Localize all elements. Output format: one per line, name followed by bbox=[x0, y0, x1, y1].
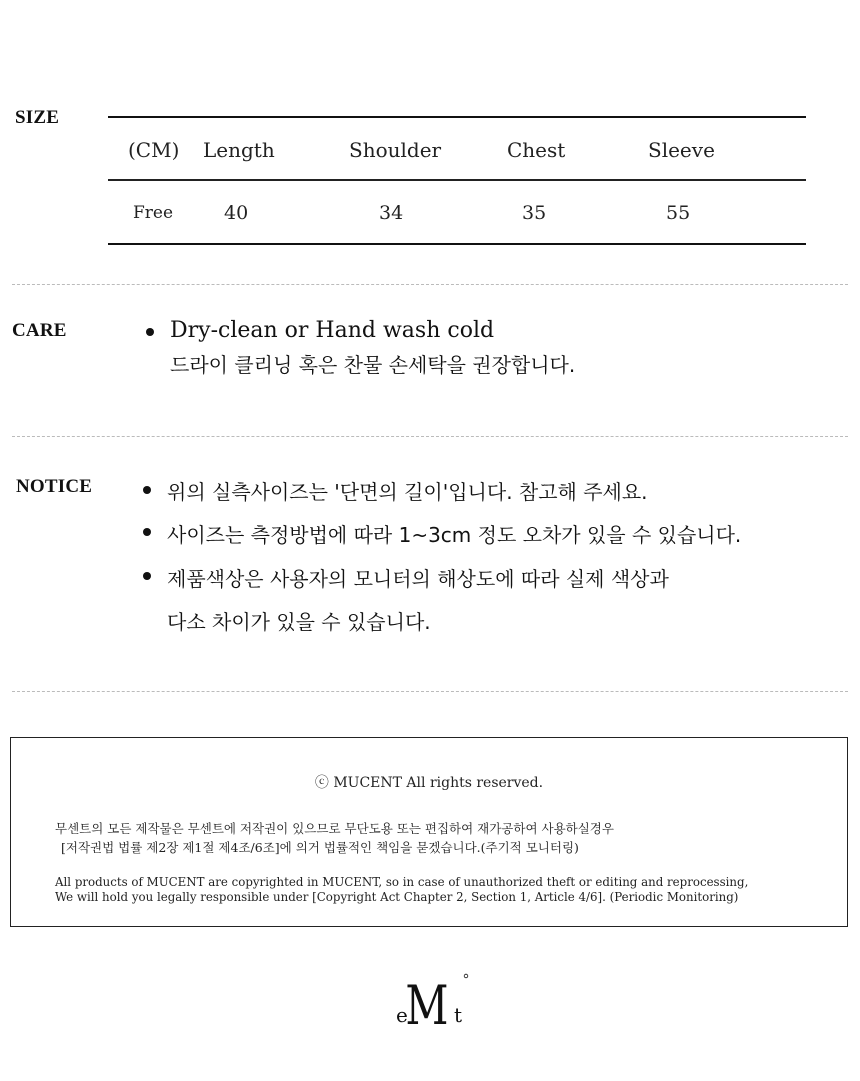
size-header-unit: (CM) bbox=[128, 138, 180, 162]
size-cell-sleeve: 55 bbox=[666, 202, 691, 224]
notice-item: 제품색상은 사용자의 모니터의 해상도에 따라 실제 색상과 bbox=[167, 567, 669, 591]
copyright-title: ⓒ MUCENT All rights reserved. bbox=[314, 775, 544, 791]
section-divider bbox=[12, 691, 848, 692]
logo-letter-e: e bbox=[396, 1003, 408, 1027]
logo-dot-icon bbox=[464, 974, 468, 978]
bullet-icon bbox=[146, 328, 154, 336]
copyright-box bbox=[10, 737, 848, 927]
size-header-length: Length bbox=[203, 138, 275, 162]
size-header-sleeve: Sleeve bbox=[648, 138, 715, 162]
bullet-icon bbox=[143, 486, 151, 494]
size-header-chest: Chest bbox=[507, 138, 566, 162]
notice-section-label: NOTICE bbox=[16, 476, 93, 497]
notice-item: 사이즈는 측정방법에 따라 1~3cm 정도 오차가 있을 수 있습니다. bbox=[167, 523, 742, 547]
size-cell-length: 40 bbox=[224, 202, 249, 224]
bullet-icon bbox=[143, 528, 151, 536]
size-table-top-rule bbox=[108, 116, 806, 118]
size-header-shoulder: Shoulder bbox=[349, 138, 442, 162]
notice-item-continuation: 다소 차이가 있을 수 있습니다. bbox=[167, 610, 431, 634]
notice-item: 위의 실측사이즈는 '단면의 길이'입니다. 참고해 주세요. bbox=[167, 480, 648, 504]
bullet-icon bbox=[143, 572, 151, 580]
copyright-notice-ko: 무센트의 모든 제작물은 무센트에 저작권이 있으므로 무단도용 또는 편집하여 재가공하여 사용하실경우 bbox=[55, 821, 614, 836]
copyright-notice-en: All products of MUCENT are copyrighted in MUCENT, so in case of unauthorized theft or editing and reprocessing, bbox=[55, 875, 749, 889]
size-section-label: SIZE bbox=[15, 107, 60, 128]
size-cell-free: Free bbox=[133, 203, 174, 223]
size-table-bottom-rule bbox=[108, 243, 806, 245]
copyright-notice-ko: [저작권법 법률 제2장 제1절 제4조/6조]에 의거 법률적인 책임을 묻겠습니다.(주기적 모니터링) bbox=[61, 840, 579, 855]
size-table-header-rule bbox=[108, 179, 806, 181]
section-divider bbox=[12, 284, 848, 285]
care-instruction-en: Dry-clean or Hand wash cold bbox=[170, 318, 495, 343]
section-divider bbox=[12, 436, 848, 437]
care-section-label: CARE bbox=[12, 320, 67, 341]
size-cell-shoulder: 34 bbox=[379, 202, 404, 224]
logo-letter-m: M bbox=[405, 974, 449, 1030]
copyright-notice-en: We will hold you legally responsible under [Copyright Act Chapter 2, Section 1, Article 4/6]. (Periodic Monitoring) bbox=[55, 890, 739, 904]
care-instruction-ko: 드라이 클리닝 혹은 찬물 손세탁을 권장합니다. bbox=[170, 353, 576, 377]
mucent-logo bbox=[396, 970, 476, 1030]
size-cell-chest: 35 bbox=[522, 202, 547, 224]
logo-letter-t: t bbox=[454, 1003, 463, 1027]
